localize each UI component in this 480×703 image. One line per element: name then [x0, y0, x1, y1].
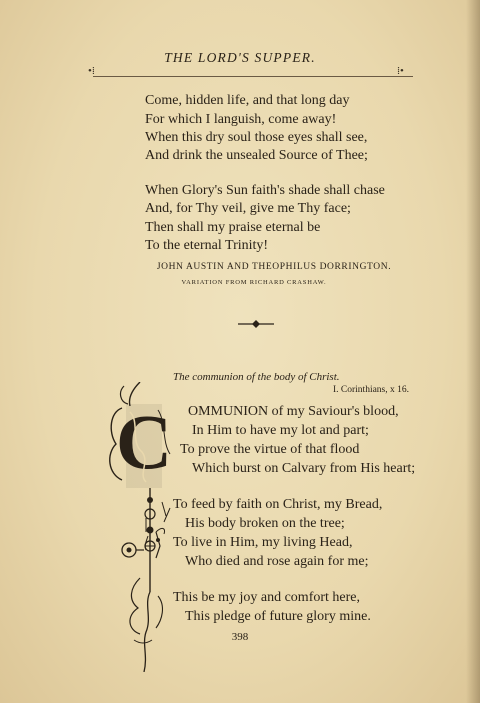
page-number: 398: [231, 631, 249, 643]
poem-line: This pledge of future glory mine.: [185, 609, 371, 624]
poem-line: When Glory's Sun faith's shade shall chase: [145, 183, 385, 198]
poem-line: Then shall my praise eternal be: [145, 220, 321, 235]
poem-line: In Him to have my lot and part;: [192, 423, 369, 438]
right-rule-ornament-icon: ⁞•: [397, 65, 404, 77]
left-rule-ornament-icon: •⁞: [88, 65, 95, 77]
poem-line: To live in Him, my living Head,: [173, 535, 353, 550]
poem-line: When this dry soul those eyes shall see,: [145, 130, 368, 145]
poem-line: Who died and rose again for me;: [185, 554, 369, 569]
scripture-reference: I. Corinthians, x 16.: [333, 385, 409, 395]
drop-cap-letter: C: [115, 398, 173, 485]
section-divider-icon: [238, 318, 274, 330]
poem-line: Which burst on Calvary from His heart;: [192, 461, 416, 476]
header-rule: [93, 76, 413, 77]
poem-line: Come, hidden life, and that long day: [145, 93, 350, 108]
poem-line: To feed by faith on Christ, my Bread,: [173, 497, 383, 512]
ornamental-initial-c: [100, 382, 190, 672]
author-credit: JOHN AUSTIN AND THEOPHILUS DORRINGTON.: [156, 262, 392, 272]
poem-line: For which I languish, come away!: [145, 112, 337, 127]
variation-credit: VARIATION FROM RICHARD CRASHAW.: [181, 279, 327, 286]
page-edge-shadow: [466, 0, 480, 703]
poem-line: This be my joy and comfort here,: [173, 590, 361, 605]
poem-line: And, for Thy veil, give me Thy face;: [145, 201, 351, 216]
poem-line: And drink the unsealed Source of Thee;: [145, 148, 368, 163]
running-head: THE LORD'S SUPPER.: [164, 50, 316, 65]
poem-line: To the eternal Trinity!: [145, 238, 269, 253]
poem-caption: The communion of the body of Christ.: [173, 371, 340, 383]
poem-line: His body broken on the tree;: [185, 516, 345, 531]
poem-line: To prove the virtue of that flood: [180, 442, 360, 457]
poem-line: OMMUNION of my Saviour's blood,: [188, 404, 399, 419]
